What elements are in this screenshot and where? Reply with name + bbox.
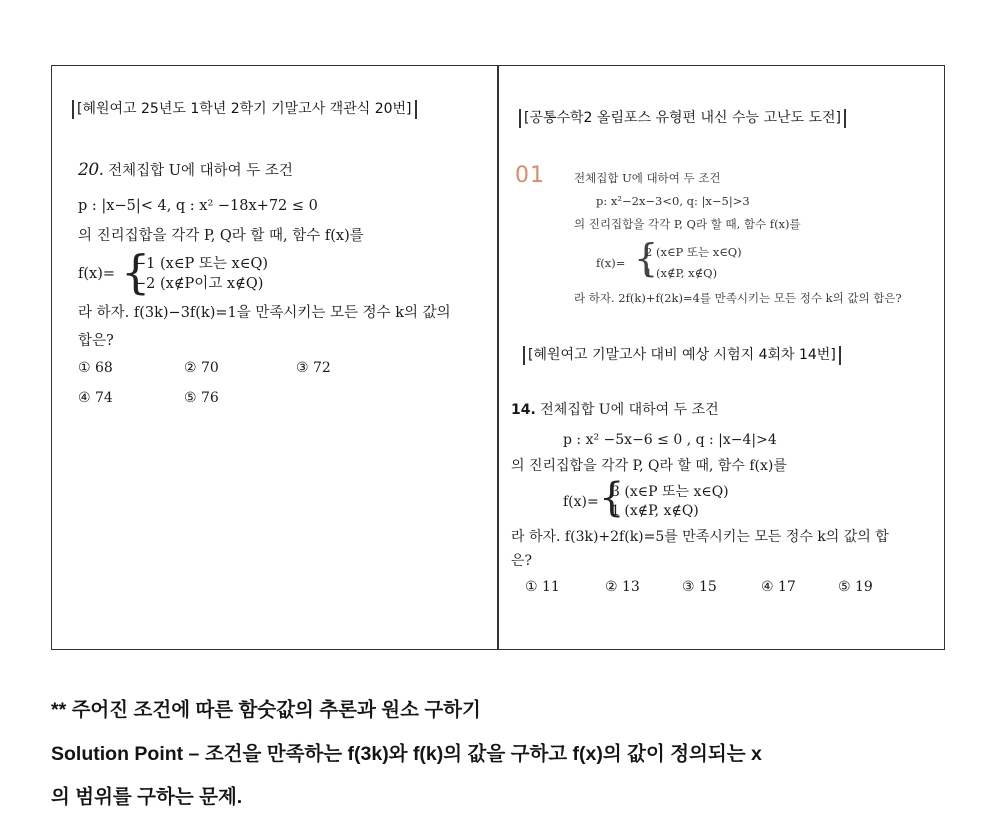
column-divider xyxy=(497,65,499,650)
right-bottom-choice-2: ② 13 xyxy=(605,579,640,595)
commentary-line1: ** 주어진 조건에 따른 함숫값의 추론과 원소 구하기 xyxy=(51,699,481,721)
left-choice-1: ① 68 xyxy=(78,360,113,376)
right-top-line3: 의 진리집합을 각각 P, Q라 할 때, 함수 f(x)를 xyxy=(574,217,801,231)
right-bottom-case1: 3 (x∈P 또는 x∈Q) xyxy=(611,484,729,500)
commentary-line2: Solution Point – 조건을 만족하는 f(3k)와 f(k)의 값을 구하고 f(x)의 값이 정의되는 x xyxy=(51,743,762,765)
left-case2: −2 (x∉P이고 x∉Q) xyxy=(134,276,264,292)
right-bottom-line1 xyxy=(511,400,719,420)
right-bottom-choice-4: ④ 17 xyxy=(761,579,796,595)
right-top-case1: 2 (x∈P 또는 x∈Q) xyxy=(645,245,742,259)
right-bottom-line5: 은? xyxy=(511,553,533,569)
left-problem-line5: 합은? xyxy=(78,333,114,349)
commentary-line3: 의 범위를 구하는 문제. xyxy=(51,786,243,808)
left-problem-line1 xyxy=(78,160,293,181)
right-top-line4: 라 하자. 2f(k)+f(2k)=4를 만족시키는 모든 정수 k의 값의 합은? xyxy=(574,291,902,305)
left-fx-label: f(x)= xyxy=(78,266,116,282)
right-bottom-problem-number: 14. xyxy=(511,402,536,418)
right-bottom-fx-label: f(x)= xyxy=(563,494,599,510)
left-problem-line4: 라 하자. f(3k)−3f(k)=1을 만족시키는 모든 정수 k의 값의 xyxy=(78,305,451,321)
right-bottom-brace: { xyxy=(599,475,625,521)
left-choice-2: ② 70 xyxy=(184,360,219,376)
left-problem-number: 20. xyxy=(78,160,104,180)
right-top-line2: p: x²−2x−3<0, q: |x−5|>3 xyxy=(596,194,750,208)
left-problem-line3: 의 진리집합을 각각 P, Q라 할 때, 함수 f(x)를 xyxy=(78,228,364,244)
right-bottom-line2: p : x² −5x−6 ≤ 0 , q : |x−4|>4 xyxy=(563,432,777,448)
left-source-header: [혜원여고 25년도 1학년 2학기 기말고사 객관식 20번] xyxy=(72,100,417,119)
left-problem-line2: p : |x−5|< 4, q : x² −18x+72 ≤ 0 xyxy=(78,198,318,214)
right-bottom-case2: 1 (x∉P, x∉Q) xyxy=(611,503,699,519)
right-top-problem-number: 01 xyxy=(515,163,545,188)
right-top-brace: { xyxy=(634,236,659,280)
left-brace: { xyxy=(121,245,151,299)
right-bottom-choice-3: ③ 15 xyxy=(682,579,717,595)
right-bottom-choice-1: ① 11 xyxy=(525,579,560,595)
right-top-fx-label: f(x)= xyxy=(596,256,626,270)
left-line1-text: 전체집합 U에 대하여 두 조건 xyxy=(108,163,293,179)
right-top-source-header: [공통수학2 올림포스 유형편 내신 수능 고난도 도전] xyxy=(519,109,846,128)
right-bottom-source-header: [혜원여고 기말고사 대비 예상 시험지 4회차 14번] xyxy=(523,346,841,365)
right-bottom-choice-5: ⑤ 19 xyxy=(838,579,873,595)
right-bottom-line3: 의 진리집합을 각각 P, Q라 할 때, 함수 f(x)를 xyxy=(511,458,787,474)
left-choice-5: ⑤ 76 xyxy=(184,390,219,406)
right-top-case2: 1 (x∉P, x∉Q) xyxy=(645,266,718,280)
left-choice-4: ④ 74 xyxy=(78,390,113,406)
right-bottom-line1-text: 전체집합 U에 대하여 두 조건 xyxy=(540,402,719,418)
right-top-line1: 전체집합 U에 대하여 두 조건 xyxy=(574,171,721,185)
right-bottom-line4: 라 하자. f(3k)+2f(k)=5를 만족시키는 모든 정수 k의 값의 합 xyxy=(511,529,889,545)
left-choice-3: ③ 72 xyxy=(296,360,331,376)
left-case1: −1 (x∈P 또는 x∈Q) xyxy=(134,256,268,272)
